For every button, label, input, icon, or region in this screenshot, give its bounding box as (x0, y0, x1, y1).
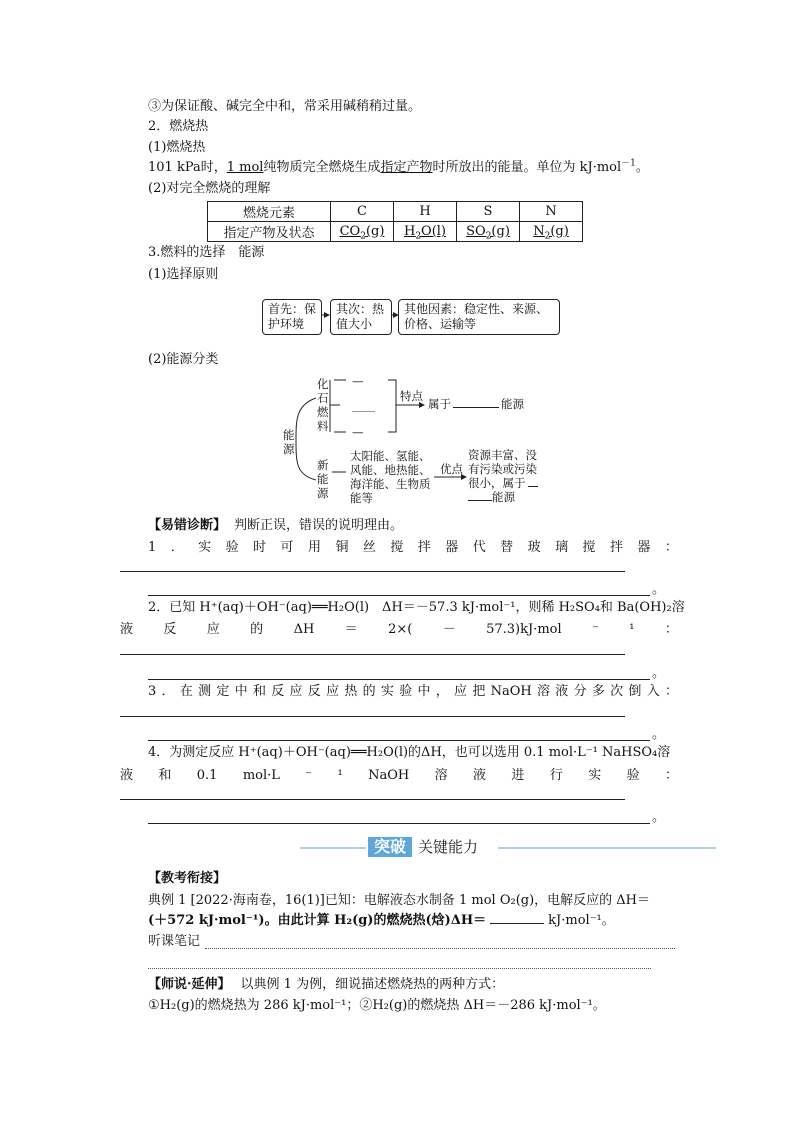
fossil-belong-line (428, 397, 524, 411)
q-char: 进 (511, 768, 525, 783)
answer-line[interactable] (120, 716, 625, 717)
extend-heading (148, 977, 504, 993)
q-char: 液 (473, 768, 487, 783)
q-char: 中 (417, 684, 431, 699)
fossil-blank-2: ____ (352, 398, 375, 412)
q-char: ＝ (344, 622, 358, 637)
q-char: 液 (120, 768, 134, 783)
table-header-cell: 燃烧元素 (208, 202, 331, 222)
exam-heading (148, 871, 226, 887)
q-char: ， (435, 684, 449, 699)
belong-text: 属于 (428, 397, 451, 411)
q-char: 实 (380, 684, 394, 699)
answer-line[interactable] (148, 679, 650, 680)
fill-blank (453, 407, 499, 408)
q-char: 多 (591, 684, 605, 699)
banner-tag: 突破 (368, 837, 412, 857)
subheading-combustion-heat: (1)燃烧热 (148, 140, 206, 155)
answer-line[interactable] (148, 823, 650, 824)
formula-sub: 2 (360, 231, 366, 242)
end-mark: 。 (652, 810, 666, 825)
formula-part: N (533, 224, 545, 239)
q-char: ¹ (337, 768, 343, 783)
q-char: ： (664, 540, 678, 555)
fill-blank (528, 486, 538, 487)
q-char: 用 (307, 540, 321, 555)
q-char: NaOH (368, 768, 410, 783)
section-heading-fuel: 3.燃料的选择 能源 (148, 245, 265, 260)
q-char: 应 (326, 684, 340, 699)
example-1-part: kJ·mol⁻¹。 (548, 913, 615, 928)
q-char: 测 (198, 684, 212, 699)
q-char: 2×( (388, 622, 413, 637)
definition-part-c: 纯物质完全燃烧生成 (263, 160, 381, 175)
table-header-cell: S (457, 202, 520, 222)
answer-line[interactable] (120, 654, 625, 655)
q-char: 入 (646, 684, 660, 699)
fossil-blank-1: — (352, 374, 364, 388)
end-mark: 。 (652, 582, 666, 597)
q-char: 定 (216, 684, 230, 699)
formula-part: (g) (365, 224, 385, 239)
answer-line[interactable] (148, 595, 650, 596)
q-char: 玻 (527, 540, 541, 555)
subheading-complete-combustion: (2)对完全燃烧的理解 (148, 181, 271, 196)
table-header-cell: C (331, 202, 394, 222)
table-header-cell: H (394, 202, 457, 222)
answer-line[interactable] (120, 799, 625, 800)
q-char: 和 (252, 684, 266, 699)
principle-box-3: 其他因素：稳定性、来源、价格、运输等 (398, 299, 560, 335)
q-char: 铜 (335, 540, 349, 555)
q-char: 反 (307, 684, 321, 699)
q-char: 实 (588, 768, 602, 783)
q-char: 57.3)kJ·mol (486, 622, 562, 637)
q-char: 丝 (362, 540, 376, 555)
q-char: ⁻ (592, 622, 599, 637)
q-char: 应 (289, 684, 303, 699)
example-1-line-1: 典例 1 [2022·海南卷，16(1)]已知：电解液态水制备 1 mol O₂(g)，电解反应的 ΔH＝ (148, 893, 651, 908)
desc-text: 能源 (492, 490, 515, 504)
q-char: 行 (549, 768, 563, 783)
question-1 (148, 540, 678, 556)
formula-part: SO (466, 224, 486, 239)
q-char: 分 (573, 684, 587, 699)
section-heading-combustion-heat: 2．燃烧热 (148, 119, 209, 134)
q-char: 的 (250, 622, 264, 637)
brace-line (296, 398, 316, 440)
q-char: 拌 (609, 540, 623, 555)
notes-label: 听课笔记 (148, 934, 201, 949)
bracket-line (334, 380, 346, 432)
diagnosis-instruction: 判断正误，错误的说明理由。 (234, 518, 404, 533)
formula-sub: 2 (544, 231, 551, 242)
question-2-line-2 (120, 622, 678, 638)
diagnosis-heading (148, 518, 403, 534)
question-3 (148, 684, 678, 700)
q-char: 液 (555, 684, 569, 699)
definition-part-e: 时所放出的能量。单位为 kJ·mol (432, 160, 622, 175)
formula-part: (g) (550, 224, 569, 239)
notes-line[interactable] (148, 968, 651, 969)
definition-part-a: 101 kPa时， (148, 160, 227, 175)
answer-line[interactable] (120, 571, 625, 572)
extend-intro: 以典例 1 为例，细说描述燃烧热的两种方式： (240, 977, 505, 992)
q-char: 溶 (434, 768, 448, 783)
question-2-line-1: 2．已知 H⁺(aq)＋OH⁻(aq)══H₂O(l) ΔH＝－57.3 kJ·mol⁻¹，则稀 H₂SO₄和 Ba(OH)₂溶 (148, 600, 685, 615)
notes-line[interactable] (205, 948, 675, 949)
energy-root-label: 能源 (283, 428, 295, 456)
q-char: 搅 (582, 540, 596, 555)
new-energy-list: 太阳能、氢能、风能、地热能、海洋能、生物质能等 (350, 449, 431, 505)
q-char: 验 (626, 768, 640, 783)
desc-text: 资源丰富、没有污染或污染很小，属于 (468, 448, 537, 490)
q-char: 器 (445, 540, 459, 555)
q-char: 时 (253, 540, 267, 555)
q-char: 验 (399, 684, 413, 699)
q-char: 热 (344, 684, 358, 699)
q-char: 应 (454, 684, 468, 699)
q-char: 在 (179, 684, 193, 699)
formula-part: H (403, 224, 416, 239)
q-char: 拌 (417, 540, 431, 555)
fossil-fuel-label: 化石燃料 (317, 377, 329, 433)
formula-part: (g) (491, 224, 510, 239)
definition-unit-sup: －1 (621, 158, 636, 169)
q-char: 把 (472, 684, 486, 699)
q-char: ． (170, 540, 184, 555)
q-char: ⁻ (305, 768, 313, 783)
extend-line: ①H₂(g)的燃烧热为 286 kJ·mol⁻¹；②H₂(g)的燃烧热 ΔH＝－286 kJ·mol⁻¹。 (148, 998, 606, 1013)
belong-text: 能源 (501, 397, 524, 411)
table-header-cell: N (520, 202, 583, 222)
q-char: mol·L (242, 768, 280, 783)
answer-line[interactable] (148, 740, 650, 741)
q-char: ΔH (293, 622, 315, 637)
new-energy-label: 新能源 (317, 458, 329, 500)
q-char: － (442, 622, 456, 637)
principle-box-1: 首先：保护环境 (262, 299, 322, 335)
q-char: 反 (163, 622, 177, 637)
example-1-line-2 (148, 913, 615, 929)
q-char: 反 (271, 684, 285, 699)
q-char: 器 (637, 540, 651, 555)
extend-title: 【师说·延伸】 (148, 977, 231, 992)
new-energy-description (468, 448, 544, 504)
end-mark: 。 (652, 727, 666, 742)
bracket-line (388, 380, 396, 432)
formula-sub: 2 (485, 231, 492, 242)
q-char: 液 (120, 622, 134, 637)
q-char: 1 (148, 540, 157, 555)
diagnosis-title: 【易错诊断】 (148, 518, 227, 533)
formula-part: O(l) (421, 224, 447, 239)
q-char: 中 (234, 684, 248, 699)
q-char: 实 (198, 540, 212, 555)
definition-part-d: 指定产物 (380, 160, 433, 175)
q-char: 倒 (628, 684, 642, 699)
banner-title: 关键能力 (418, 838, 479, 856)
question-4-line-2 (120, 768, 678, 784)
q-char: 代 (472, 540, 486, 555)
q-char: 可 (280, 540, 294, 555)
q-char: ． (161, 684, 175, 699)
q-char: 次 (610, 684, 624, 699)
text-line-1: ③为保证酸、碱完全中和，常采用碱稍稍过量。 (148, 99, 422, 114)
question-4-line-1: 4．为测定反应 H⁺(aq)＋OH⁻(aq)══H₂O(l)的ΔH，也可以选用 0.1 mol·L⁻¹ NaHSO₄溶 (148, 745, 671, 760)
q-char: 验 (225, 540, 239, 555)
fill-blank[interactable] (490, 923, 544, 924)
definition-part-b: 1 mol (226, 160, 264, 175)
q-char: 3 (148, 684, 157, 699)
q-char: 替 (500, 540, 514, 555)
q-char: ： (664, 684, 678, 699)
q-char: 和 (158, 768, 172, 783)
table-cell: 指定产物及状态 (208, 222, 331, 242)
fossil-blank-3: — (352, 425, 364, 439)
brace-line (296, 440, 316, 480)
q-char: 应 (206, 622, 220, 637)
example-1-part: (＋572 kJ·mol⁻¹)。由此计算 H₂(g)的燃烧热(焓)ΔH＝ (148, 913, 487, 928)
q-char: ¹ (629, 622, 635, 637)
fossil-feature-label: 特点 (400, 389, 423, 403)
q-char: NaOH (490, 684, 532, 699)
q-char: 0.1 (196, 768, 218, 783)
q-char: ： (664, 622, 678, 637)
end-mark: 。 (652, 666, 666, 681)
q-char: 搅 (390, 540, 404, 555)
q-char: 的 (362, 684, 376, 699)
formula-sub: 2 (415, 231, 422, 242)
subheading-principle: (1)选择原则 (148, 267, 219, 282)
q-char: ： (664, 768, 678, 783)
principle-box-2: 其次：热值大小 (330, 299, 392, 335)
q-char: 溶 (537, 684, 551, 699)
new-energy-advantage: 优点 (440, 462, 463, 476)
formula-part: CO (339, 224, 361, 239)
q-char: 璃 (555, 540, 569, 555)
exam-title: 【教考衔接】 (148, 871, 227, 886)
definition-part-f: 。 (635, 160, 649, 175)
fill-blank (468, 500, 492, 501)
subheading-energy-classification: (2)能源分类 (148, 352, 219, 367)
